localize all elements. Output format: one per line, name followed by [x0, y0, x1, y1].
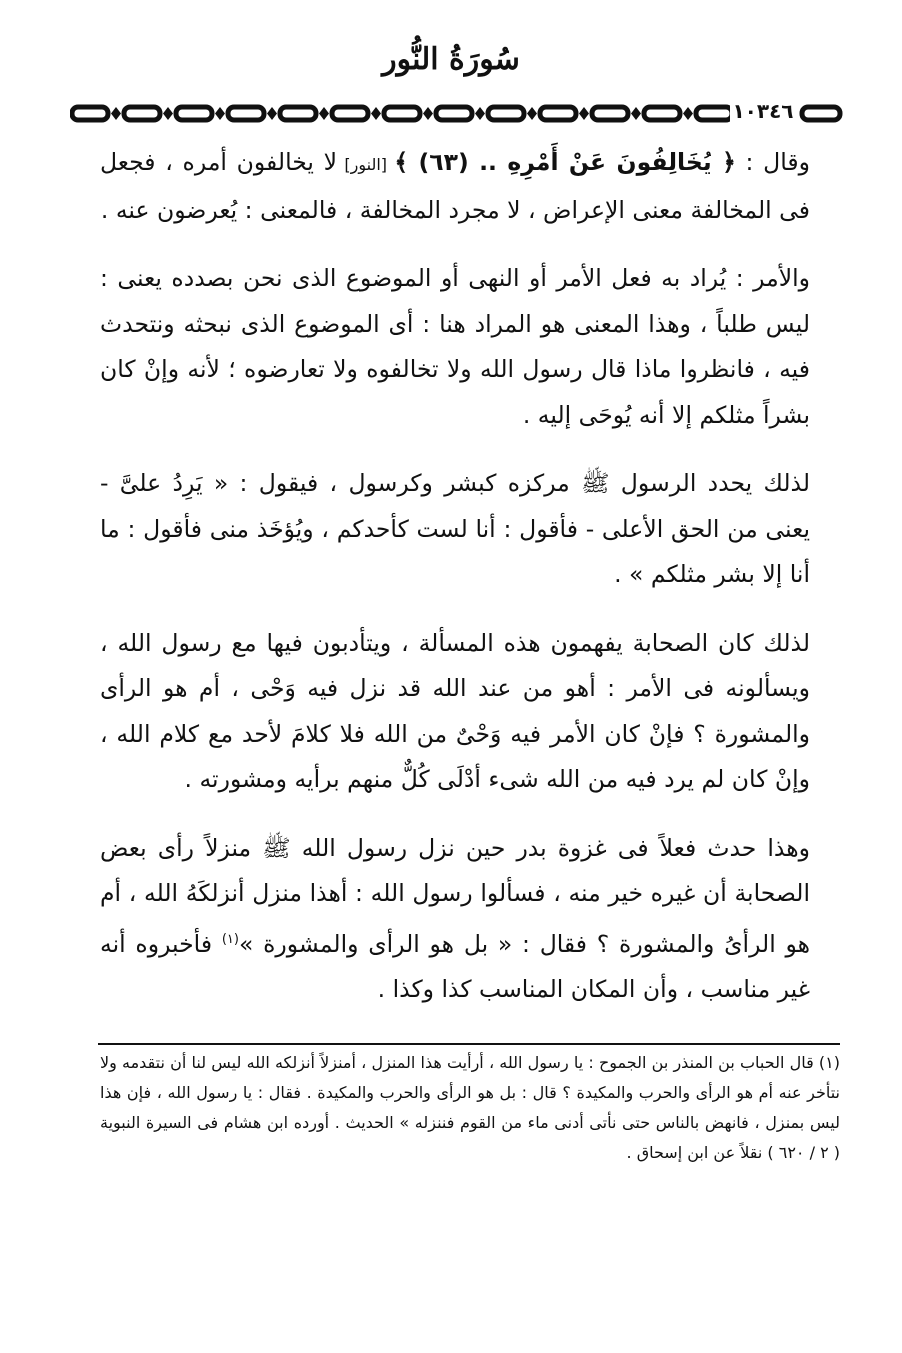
surah-title: سُورَةُ النُّور [382, 42, 520, 77]
paragraph-1 [100, 140, 810, 233]
paragraph-2: والأمر : يُراد به فعل الأمر أو النهى أو الموضوع الذى نحن بصدده يعنى : ليس طلباً ، وهذا المعنى هو المراد هنا : أى الموضوع الذى نبحثه ونتحدث فيه ، فانظروا ماذا قال رسول الله ولا تخالفوه ولا تعارضوه ؛ لأنه وإنْ كان بشراً مثلكم إلا أنه يُوحَى إليه . [100, 264, 810, 429]
surah-reference: [النور] [337, 155, 395, 174]
quran-verse: ﴿ يُخَالِفُونَ عَنْ أَمْرِهِ .. (٦٣) ﴾ [394, 148, 736, 176]
footnote-text: قال الحباب بن المنذر بن الجموح : يا رسول الله ، أرأيت هذا المنزل ، أمنزلاً أنزلكه الله ليس لنا أن نتقدمه ولا نتأخر عنه أم هو الرأى والحرب والمكيدة ؟ قال : بل هو الرأى والحرب والمكيدة . فقال : يا رسول الله ، فإن هذا ليس بمنزل ، فانهض بالناس حتى نأتى أدنى ماء من القوم فننزله » الحديث . أورده ابن هشام فى السيرة النبوية ( ٢ / ٦٢٠ ) نقلاً عن ابن إسحاق . [100, 1053, 840, 1162]
p5-main: وهذا حدث فعلاً فى غزوة بدر حين نزل رسول الله ﷺ منزلاً رأى بعض الصحابة أن غيره خير منه ، فسألوا رسول الله : أهذا منزل أنزلكَهُ الله ، أم هو الرأىُ والمشورة ؟ فقال : « بل هو الرأى والمشورة » [100, 833, 811, 958]
paragraph-3: لذلك يحدد الرسول ﷺ مركزه كبشر وكرسول ، فيقول : « يَرِدُ علىَّ - يعنى من الحق الأعلى - فأقول : أنا لست كأحدكم ، ويُؤخَذ منى فأقول : ما أنا إلا بشر مثلكم » . [100, 469, 810, 588]
chain-ornament-icon [70, 98, 845, 128]
footnote-marker: (١) [818, 1053, 840, 1072]
footnote-divider [98, 1043, 840, 1045]
footnote [100, 1048, 840, 1168]
decorative-chain-band [70, 98, 845, 128]
p1-rest: لا يخالفون أمره ، فجعل فى المخالفة معنى الإعراض ، لا مجرد المخالفة ، فالمعنى : يُعرضون عنه . [100, 148, 810, 224]
page-number: ١٠٣٤٦ [730, 96, 796, 126]
body-text [100, 140, 810, 1035]
footnote-reference: (١) [221, 931, 239, 947]
paragraph-5 [100, 826, 810, 1013]
p1-prefix: وقال : [735, 148, 810, 176]
p5-end: فأخبروه أنه غير مناسب ، وأن المكان المناسب كذا وكذا . [100, 929, 810, 1003]
paragraph-4: لذلك كان الصحابة يفهمون هذه المسألة ، ويتأدبون فيها مع رسول الله ، ويسألونه فى الأمر : أهو من عند الله قد نزل فيه وَحْى ، أم هو الرأى والمشورة ؟ فإنْ كان الأمر فيه وَحْىٌ من الله فلا كلامَ لأحد مع كلام الله ، وإنْ كان لم يرد فيه من الله شىء أدْلَى كُلٌّ منهم برأيه ومشورته . [100, 628, 810, 793]
